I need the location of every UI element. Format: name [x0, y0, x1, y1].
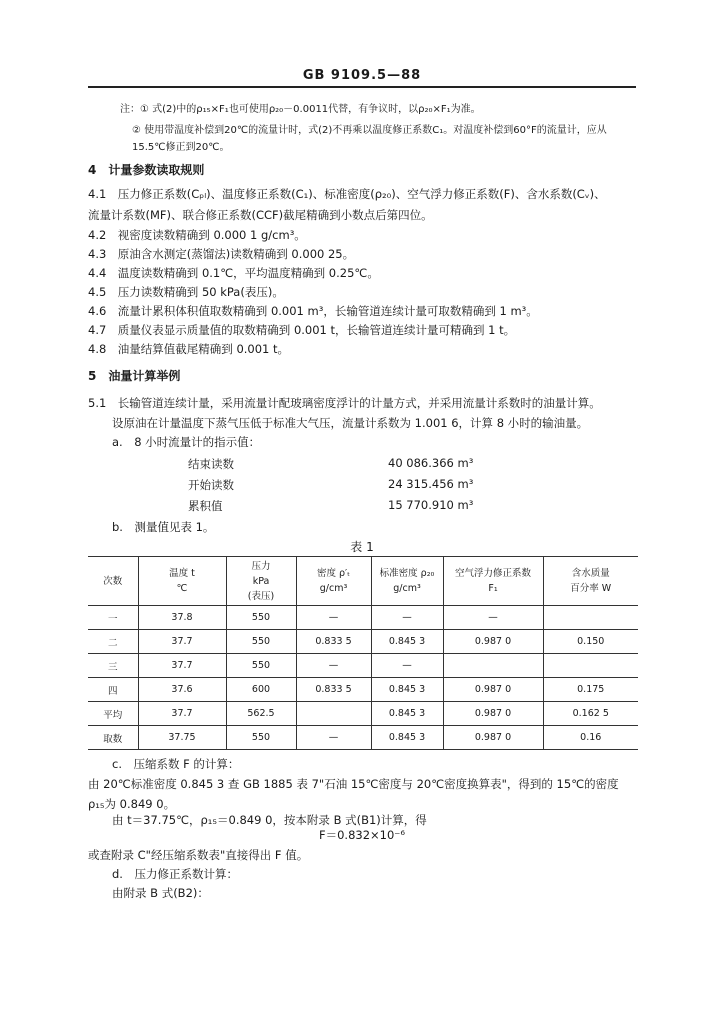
cell-standard-density: — [371, 654, 443, 678]
item-d-text-1: 由附录 B 式(B2)： [112, 886, 209, 900]
item-a-label: a. 8 小时流量计的指示值： [112, 435, 261, 449]
section-5-1: 5.1 长输管道连续计量，采用流量计配玻璃密度浮计的计量方式，并采用流量计系数时的油量计算。 [88, 396, 601, 410]
section-5-1-assumption: 设原油在计量温度下蒸气压低于标准大气压，流量计系数为 1.001 6，计算 8 小时的输油量。 [112, 416, 589, 430]
item-b-label: b. 测量值见表 1。 [112, 520, 215, 534]
section-4-4: 4.4 温度读数精确到 0.1℃，平均温度精确到 0.25℃。 [88, 266, 379, 280]
header-count: 次数 [88, 557, 138, 606]
section-4-2: 4.2 视密度读数精确到 0.000 1 g/cm³。 [88, 228, 306, 242]
item-c-text-2: ρ₁₅为 0.849 0。 [88, 797, 176, 811]
header-water-content: 含水质量 百分率 W [543, 557, 638, 606]
cell-count: 三 [88, 654, 138, 678]
cell-pressure: 550 [226, 654, 296, 678]
cell-temperature: 37.7 [138, 654, 226, 678]
section-5-heading: 5 油量计算举例 [88, 369, 181, 383]
section-4-8: 4.8 油量结算值截尾精确到 0.001 t。 [88, 342, 290, 356]
cell-count: 一 [88, 606, 138, 630]
cell-density: 0.833 5 [296, 678, 371, 702]
table-row [88, 654, 638, 678]
reading-end-value: 40 086.366 m³ [388, 456, 474, 470]
cell-water-content: 0.175 [543, 678, 638, 702]
section-4-3: 4.3 原油含水测定(蒸馏法)读数精确到 0.000 25。 [88, 247, 355, 261]
header-air-buoyancy: 空气浮力修正系数 F₁ [443, 557, 543, 606]
table-row-average [88, 702, 638, 726]
cell-water-content [543, 606, 638, 630]
cell-pressure: 562.5 [226, 702, 296, 726]
cell-pressure: 550 [226, 630, 296, 654]
table-row [88, 606, 638, 630]
header-standard-density: 标准密度 ρ₂₀ g/cm³ [371, 557, 443, 606]
item-c-text-3: 由 t＝37.75℃，ρ₁₅＝0.849 0，按本附录 B 式(B1)计算，得 [112, 813, 427, 827]
reading-total-value: 15 770.910 m³ [388, 498, 474, 512]
item-c-text-4: 或查附录 C"经压缩系数表"直接得出 F 值。 [88, 848, 309, 862]
cell-temperature: 37.8 [138, 606, 226, 630]
cell-density [296, 702, 371, 726]
cell-standard-density: 0.845 3 [371, 726, 443, 750]
cell-water-content: 0.150 [543, 630, 638, 654]
table-1 [88, 556, 638, 750]
item-c-label: c. 压缩系数 F 的计算： [112, 757, 240, 771]
cell-density: 0.833 5 [296, 630, 371, 654]
cell-air-buoyancy: 0.987 0 [443, 702, 543, 726]
table-row [88, 678, 638, 702]
section-4-heading: 4 计量参数读取规则 [88, 163, 205, 177]
reading-start-value: 24 315.456 m³ [388, 477, 474, 491]
reading-start-label: 开始读数 [188, 478, 234, 492]
cell-temperature: 37.7 [138, 630, 226, 654]
cell-water-content [543, 654, 638, 678]
note-2-continued: 15.5℃修正到20℃。 [132, 142, 230, 153]
cell-pressure: 600 [226, 678, 296, 702]
cell-air-buoyancy: 0.987 0 [443, 726, 543, 750]
header-density: 密度 ρ′ₜ g/cm³ [296, 557, 371, 606]
table-row-adopted [88, 726, 638, 750]
reading-total-label: 累积值 [188, 499, 223, 513]
standard-number-header: GB 9109.5—88 [302, 68, 422, 83]
item-d-label: d. 压力修正系数计算： [112, 867, 238, 881]
cell-pressure: 550 [226, 726, 296, 750]
cell-standard-density: — [371, 606, 443, 630]
cell-count: 四 [88, 678, 138, 702]
item-c-text-1: 由 20℃标准密度 0.845 3 查 GB 1885 表 7"石油 15℃密度与 20℃密度换算表"，得到的 15℃的密度 [88, 777, 619, 791]
cell-air-buoyancy: 0.987 0 [443, 630, 543, 654]
cell-air-buoyancy: 0.987 0 [443, 678, 543, 702]
cell-air-buoyancy: — [443, 606, 543, 630]
note-2: ② 使用带温度补偿到20℃的流量计时，式(2)不再乘以温度修正系数C₁。对温度补偿到60°F的流量计，应从 [132, 125, 607, 136]
cell-count: 平均 [88, 702, 138, 726]
cell-temperature: 37.7 [138, 702, 226, 726]
cell-temperature: 37.6 [138, 678, 226, 702]
note-1: 注：① 式(2)中的ρ₁₅×F₁也可使用ρ₂₀－0.0011代替，有争议时，以ρ₂₀×F₁为准。 [120, 104, 481, 115]
cell-water-content: 0.162 5 [543, 702, 638, 726]
cell-count: 取数 [88, 726, 138, 750]
cell-temperature: 37.75 [138, 726, 226, 750]
cell-standard-density: 0.845 3 [371, 702, 443, 726]
header-pressure: 压力 kPa (表压) [226, 557, 296, 606]
section-4-5: 4.5 压力读数精确到 50 kPa(表压)。 [88, 285, 284, 299]
cell-standard-density: 0.845 3 [371, 630, 443, 654]
section-4-1: 4.1 压力修正系数(Cₚₗ)、温度修正系数(C₁)、标准密度(ρ₂₀)、空气浮力修正系数(F)、含水系数(Cᵥ)、 [88, 187, 606, 201]
cell-pressure: 550 [226, 606, 296, 630]
cell-water-content: 0.16 [543, 726, 638, 750]
section-4-7: 4.7 质量仪表显示质量值的取数精确到 0.001 t，长输管道连续计量可精确到 1 t。 [88, 323, 516, 337]
cell-standard-density: 0.845 3 [371, 678, 443, 702]
compression-equation: F＝0.832×10⁻⁶ [319, 828, 405, 842]
cell-density: — [296, 726, 371, 750]
section-4-6: 4.6 流量计累积体积值取数精确到 0.001 m³，长输管道连续计量可取数精确到 1 m³。 [88, 304, 538, 318]
cell-density: — [296, 654, 371, 678]
section-4-1-continued: 流量计系数(MF)、联合修正系数(CCF)截尾精确到小数点后第四位。 [88, 208, 433, 222]
reading-end-label: 结束读数 [188, 457, 234, 471]
table-1-header-row [88, 557, 638, 606]
table-1-caption: 表 1 [350, 540, 374, 554]
cell-count: 二 [88, 630, 138, 654]
cell-air-buoyancy [443, 654, 543, 678]
table-row [88, 630, 638, 654]
header-temperature: 温度 t ℃ [138, 557, 226, 606]
cell-density: — [296, 606, 371, 630]
header-rule [88, 86, 636, 88]
